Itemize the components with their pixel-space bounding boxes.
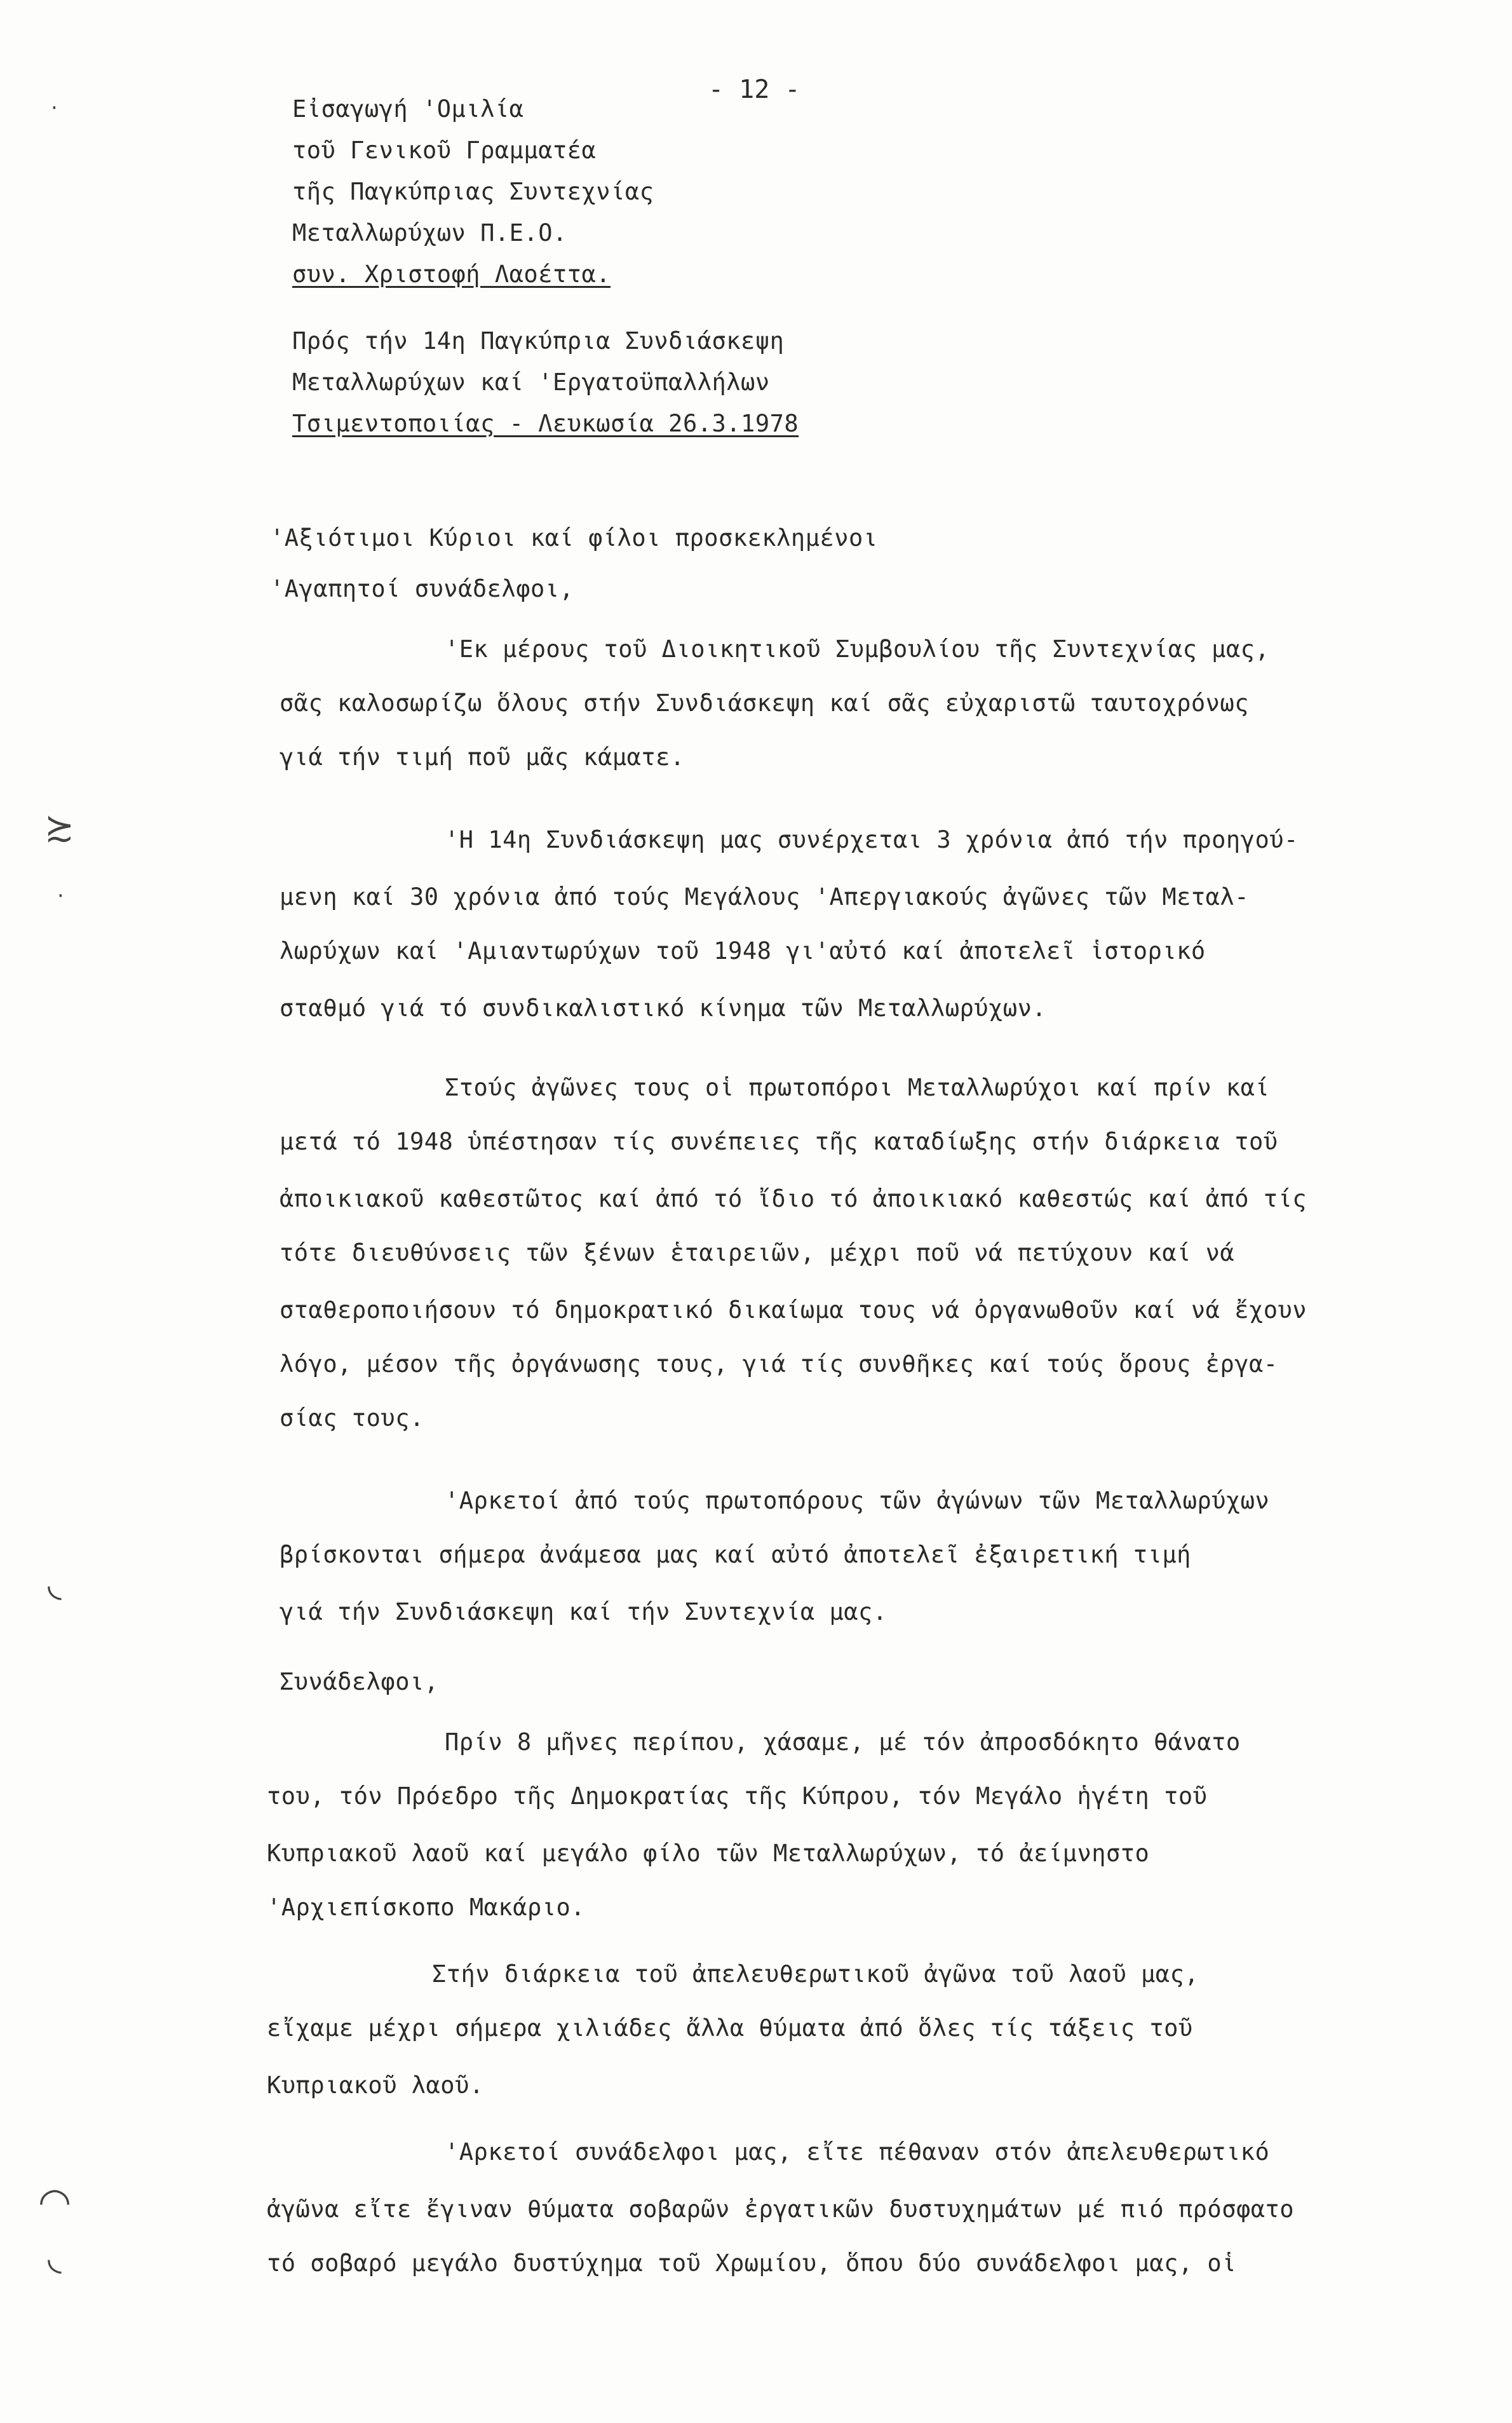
scan-mark: ◟	[48, 1563, 62, 1605]
body-line: σᾶς καλοσωρίζω ὅλους στήν Συνδιάσκεψη καί σᾶς εὐχαριστῶ ταυτοχρόνως	[280, 689, 1249, 717]
scan-mark: ◠	[38, 2180, 72, 2224]
body-line: σταθεροποιήσουν τό δημοκρατικό δικαίωμα τους νά ὀργανωθοῦν καί νά ἔχουν	[280, 1296, 1307, 1324]
body-line: 'Η 14η Συνδιάσκεψη μας συνέρχεται 3 χρόνια ἀπό τήν προηγού-	[445, 826, 1299, 853]
header-line-4: Μεταλλωρύχων Π.Ε.Ο.	[292, 219, 567, 247]
body-line: μενη καί 30 χρόνια ἀπό τούς Μεγάλους 'Απεργιακούς ἀγῶνες τῶν Μεταλ-	[280, 883, 1249, 911]
occasion-line-1: Πρός τήν 14η Παγκύπρια Συνδιάσκεψη	[292, 327, 785, 355]
occasion-line-2: Μεταλλωρύχων καί 'Εργατοϋπαλλήλων	[292, 369, 770, 396]
body-line: Κυπριακοῦ λαοῦ καί μεγάλο φίλο τῶν Μεταλλωρύχων, τό ἀείμνηστο	[267, 1840, 1150, 1867]
body-line: 'Αρκετοί ἀπό τούς πρωτοπόρους τῶν ἀγώνων τῶν Μεταλλωρύχων	[445, 1487, 1270, 1514]
body-line: γιά τήν Συνδιάσκεψη καί τήν Συντεχνία μας.	[280, 1598, 888, 1626]
body-line: τό σοβαρό μεγάλο δυστύχημα τοῦ Χρωμίου, ὅπου δύο συνάδελφοι μας, οἱ	[267, 2250, 1236, 2277]
body-line: 'Αρκετοί συνάδελφοι μας, εἴτε πέθαναν στόν ἀπελευθερωτικό	[445, 2138, 1270, 2166]
body-line: Κυπριακοῦ λαοῦ.	[267, 2072, 484, 2099]
body-line: βρίσκονται σήμερα ἀνάμεσα μας καί αὐτό ἀποτελεῖ ἐξαιρετική τιμή	[280, 1541, 1191, 1568]
header-line-1: Εἰσαγωγή 'Ομιλία	[292, 95, 524, 123]
body-line: 'Αρχιεπίσκοπο Μακάριο.	[267, 1894, 586, 1921]
body-line: του, τόν Πρόεδρο τῆς Δημοκρατίας τῆς Κύπρου, τόν Μεγάλο ἡγέτη τοῦ	[267, 1782, 1208, 1810]
page-number: - 12 -	[708, 75, 800, 104]
body-line: μετά τό 1948 ὑπέστησαν τίς συνέπειες τῆς καταδίωξης στήν διάρκεια τοῦ	[280, 1128, 1278, 1155]
body-line: σταθμό γιά τό συνδικαλιστικό κίνημα τῶν Μεταλλωρύχων.	[280, 994, 1047, 1022]
occasion-line-3: Τσιμεντοποιίας - Λευκωσία 26.3.1978	[292, 410, 799, 437]
header-line-5: συν. Χριστοφή Λαοέττα.	[292, 261, 611, 288]
body-line: σίας τους.	[280, 1404, 424, 1432]
body-line: γιά τήν τιμή ποῦ μᾶς κάματε.	[280, 743, 685, 771]
body-line: 'Εκ μέρους τοῦ Διοικητικοῦ Συμβουλίου τῆς Συντεχνίας μας,	[445, 635, 1270, 663]
body-line: τότε διευθύνσεις τῶν ξένων ἑταιρειῶν, μέχρι ποῦ νά πετύχουν καί νά	[280, 1239, 1235, 1266]
body-line: 'Αξιότιμοι Κύριοι καί φίλοι προσκεκλημένοι	[270, 524, 878, 552]
body-line: λωρύχων καί 'Αμιαντωρύχων τοῦ 1948 γι'αὐτό καί ἀποτελεῖ ἱστορικό	[280, 937, 1206, 965]
body-line: 'Αγαπητοί συνάδελφοι,	[270, 575, 574, 602]
scan-mark: ◟	[48, 2237, 62, 2278]
body-line: ἀγῶνα εἴτε ἔγιναν θύματα σοβαρῶν ἐργατικῶν δυστυχημάτων μέ πιό πρόσφατο	[267, 2196, 1295, 2223]
body-line: Συνάδελφοι,	[280, 1668, 439, 1695]
body-line: λόγο, μέσον τῆς ὀργάνωσης τους, γιά τίς συνθῆκες καί τούς ὅρους ἐργα-	[280, 1350, 1278, 1378]
body-line: Στούς ἀγῶνες τους οἱ πρωτοπόροι Μεταλλωρύχοι καί πρίν καί	[445, 1074, 1270, 1101]
scan-mark: ·	[51, 95, 58, 121]
body-line: Πρίν 8 μῆνες περίπου, χάσαμε, μέ τόν ἀπροσδόκητο θάνατο	[445, 1728, 1241, 1756]
body-line: ἀποικιακοῦ καθεστῶτος καί ἀπό τό ἴδιο τό ἀποικιακό καθεστώς καί ἀπό τίς	[280, 1185, 1307, 1212]
scan-mark: ·	[57, 883, 64, 909]
body-line: Στήν διάρκεια τοῦ ἀπελευθερωτικοῦ ἀγῶνα τοῦ λαοῦ μας,	[432, 1960, 1199, 1988]
body-line: εἴχαμε μέχρι σήμερα χιλιάδες ἄλλα θύματα ἀπό ὅλες τίς τάξεις τοῦ	[267, 2014, 1193, 2042]
scan-mark: ≿	[44, 807, 74, 848]
header-line-3: τῆς Παγκύπριας Συντεχνίας	[292, 178, 654, 205]
header-line-2: τοῦ Γενικοῦ Γραμματέα	[292, 137, 597, 164]
